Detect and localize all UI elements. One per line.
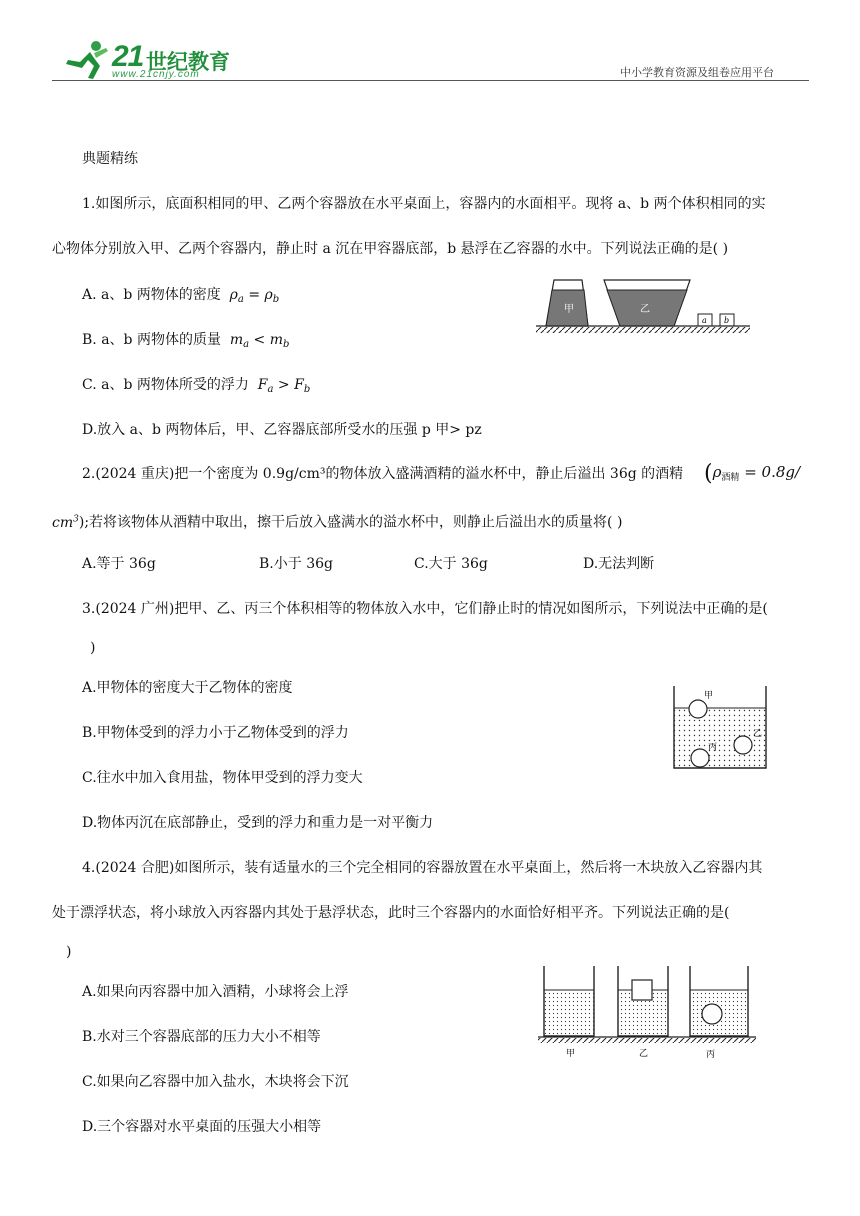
q2-option-a: A.等于 36g — [82, 556, 156, 572]
q1-option-b-formula: $m_a < m_b$ — [225, 332, 290, 350]
section-title: 典题精练 — [82, 151, 138, 167]
q4-stem-line3: ) — [66, 944, 72, 960]
logo-text: 世纪教育 — [146, 50, 230, 74]
q1-label-b: b — [724, 316, 730, 325]
q2-stem-line2: $cm^3$);若将该物体从酒精中取出，擦干后放入盛满水的溢水杯中，则静止后溢出水的质量将( ) — [52, 514, 623, 531]
q2-option-b: B.小于 36g — [259, 556, 333, 572]
q4-figure — [536, 964, 768, 1064]
q1-label-jia: 甲 — [564, 304, 574, 315]
q1-option-b: B. a、b 两物体的质量 $m_a < m_b$ — [82, 332, 290, 350]
q4-option-c: C.如果向乙容器中加入盐水，木块将会下沉 — [82, 1074, 349, 1090]
q3-label-bing: 丙 — [708, 743, 718, 753]
q4-option-a: A.如果向丙容器中加入酒精，小球将会上浮 — [82, 984, 349, 1000]
logo-url: www.21cnjy.com — [112, 69, 200, 80]
q4-label-yi: 乙 — [639, 1049, 649, 1059]
q1-label-a: a — [702, 316, 707, 325]
q2-option-d: D.无法判断 — [583, 556, 655, 572]
q3-label-jia: 甲 — [704, 691, 714, 701]
q1-option-c: C. a、b 两物体所受的浮力 $F_a > F_b$ — [82, 377, 311, 395]
q2-stem-line1: 2.(2024 重庆)把一个密度为 0.9g/cm³的物体放入盛满酒精的溢水杯中，静止后溢出 36g 的酒精 — [82, 466, 684, 482]
q3-figure — [668, 684, 772, 770]
header — [0, 0, 860, 90]
logo-number: 21 — [112, 40, 144, 73]
q3-option-d: D.物体丙沉在底部静止，受到的浮力和重力是一对平衡力 — [82, 815, 434, 831]
q3-option-a: A.甲物体的密度大于乙物体的密度 — [82, 680, 293, 696]
q3-label-yi: 乙 — [753, 729, 763, 739]
q4-stem-line2: 处于漂浮状态，将小球放入丙容器内其处于悬浮状态，此时三个容器内的水面恰好相平齐。下列说法正确的是( — [52, 905, 730, 921]
q2-density-formula: ($\rho_{酒精} = 0.8g/$ — [704, 461, 801, 486]
platform-name: 中小学教育资源及组卷应用平台 — [620, 66, 774, 79]
q3-stem-line2: ) — [90, 640, 96, 656]
q3-option-b: B.甲物体受到的浮力小于乙物体受到的浮力 — [82, 725, 349, 741]
q3-stem-line1: 3.(2024 广州)把甲、乙、丙三个体积相等的物体放入水中，它们静止时的情况如图所示，下列说法中正确的是( — [82, 601, 768, 617]
q4-option-b: B.水对三个容器底部的压力大小不相等 — [82, 1029, 321, 1045]
runner-logo-icon — [60, 38, 112, 80]
q3-option-c: C.往水中加入食用盐，物体甲受到的浮力变大 — [82, 770, 363, 786]
q2-option-c: C.大于 36g — [414, 556, 488, 572]
q1-stem-line2: 心物体分别放入甲、乙两个容器内，静止时 a 沉在甲容器底部，b 悬浮在乙容器的水中。下列说法正确的是( ) — [52, 241, 729, 257]
q4-option-d: D.三个容器对水平桌面的压强大小相等 — [82, 1119, 322, 1135]
q1-option-d: D.放入 a、b 两物体后，甲、乙容器底部所受水的压强 p 甲> pz — [82, 422, 482, 438]
q1-option-a: A. a、b 两物体的密度 $\rho_a = \rho_b$ — [82, 287, 280, 305]
header-divider — [52, 80, 809, 81]
q1-option-c-formula: $F_a > F_b$ — [253, 377, 311, 395]
q1-figure — [532, 276, 754, 336]
q1-stem-line1: 1.如图所示，底面积相同的甲、乙两个容器放在水平桌面上，容器内的水面相平。现将 a、b 两个体积相同的实 — [82, 196, 766, 212]
q4-stem-line1: 4.(2024 合肥)如图所示，装有适量水的三个完全相同的容器放置在水平桌面上，然后将一木块放入乙容器内其 — [82, 860, 763, 876]
q1-label-yi: 乙 — [640, 304, 650, 315]
q4-label-bing: 丙 — [706, 1050, 716, 1060]
q4-label-jia: 甲 — [566, 1049, 576, 1059]
q1-option-a-formula: $\rho_a = \rho_b$ — [225, 287, 280, 305]
